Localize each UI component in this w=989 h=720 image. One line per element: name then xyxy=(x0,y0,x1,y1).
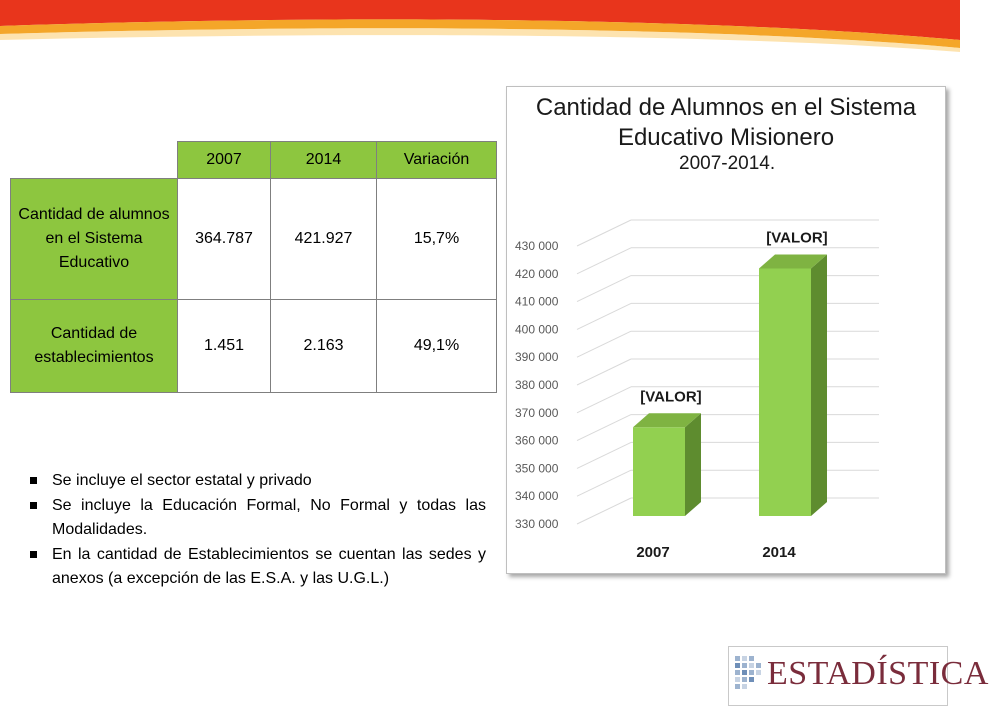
y-tick-label: 370 000 xyxy=(515,405,559,420)
notes-list xyxy=(28,469,486,592)
gridline-5 xyxy=(577,359,631,385)
gridline-9 xyxy=(577,248,631,274)
estadistica-logo xyxy=(728,646,989,706)
row-label-establishments: Cantidad de establecimientos xyxy=(11,300,178,393)
y-tick-label: 430 000 xyxy=(515,239,559,253)
gridline-8 xyxy=(577,276,631,302)
data-label: [VALOR] xyxy=(766,229,828,247)
y-tick-label: 420 000 xyxy=(515,266,559,281)
y-tick-label: 380 000 xyxy=(515,378,559,392)
list-item xyxy=(28,494,486,543)
cell-students-variation: 15,7% xyxy=(377,179,497,300)
y-tick-label: 410 000 xyxy=(515,294,559,309)
cell-establishments-2014: 2.163 xyxy=(271,300,377,393)
bar-2007 xyxy=(633,427,685,516)
x-tick-label: 2014 xyxy=(762,544,796,561)
bar-side-2014 xyxy=(811,254,827,516)
chart-panel xyxy=(506,86,946,574)
header-swoosh xyxy=(0,0,960,80)
table-header-row xyxy=(11,142,497,179)
logo-mosaic-icon xyxy=(735,656,765,696)
y-tick-label: 330 000 xyxy=(515,517,559,531)
statistics-table xyxy=(10,141,497,393)
gridline-2 xyxy=(577,442,631,468)
chart-subtitle: 2007-2014. xyxy=(679,153,776,174)
list-item xyxy=(28,543,486,592)
table-row xyxy=(11,300,497,393)
gridline-0 xyxy=(577,498,631,524)
chart-title: Cantidad de Alumnos en el Sistema Educativo Misionero xyxy=(535,94,917,151)
bar-2014 xyxy=(759,268,811,516)
y-tick-label: 400 000 xyxy=(515,322,559,337)
note-text: Se incluye la Educación Formal, No Formal y todas las Modalidades. xyxy=(52,496,486,538)
gridline-6 xyxy=(577,331,631,357)
note-text: En la cantidad de Establecimientos se cuentan las sedes y anexos (a excepción de las E.S.A. y las U.G.L.) xyxy=(52,545,486,587)
row-label-students: Cantidad de alumnos en el Sistema Educativo xyxy=(11,179,178,300)
square-bullet-icon xyxy=(30,551,37,558)
data-label: [VALOR] xyxy=(640,388,702,406)
y-tick-label: 350 000 xyxy=(515,461,559,476)
cell-students-2007: 364.787 xyxy=(178,179,271,300)
bar-chart xyxy=(507,87,945,573)
list-item xyxy=(28,469,486,494)
cell-students-2014: 421.927 xyxy=(271,179,377,300)
square-bullet-icon xyxy=(30,502,37,509)
note-text: Se incluye el sector estatal y privado xyxy=(52,472,312,489)
logo-text: ESTADÍSTICA xyxy=(767,655,989,692)
cell-establishments-variation: 49,1% xyxy=(377,300,497,393)
cell-establishments-2007: 1.451 xyxy=(178,300,271,393)
gridline-1 xyxy=(577,470,631,496)
gridline-7 xyxy=(577,303,631,329)
gridline-4 xyxy=(577,387,631,413)
gridline-10 xyxy=(577,220,631,246)
square-bullet-icon xyxy=(30,477,37,484)
column-header-variation: Variación xyxy=(377,142,497,179)
column-header-2014: 2014 xyxy=(271,142,377,179)
bar-side-2007 xyxy=(685,413,701,516)
table-corner-cell xyxy=(11,142,178,179)
x-tick-label: 2007 xyxy=(636,544,670,561)
column-header-2007: 2007 xyxy=(178,142,271,179)
y-tick-label: 340 000 xyxy=(515,489,559,504)
y-tick-label: 390 000 xyxy=(515,350,559,365)
table-row xyxy=(11,179,497,300)
gridline-3 xyxy=(577,415,631,441)
y-tick-label: 360 000 xyxy=(515,433,559,448)
